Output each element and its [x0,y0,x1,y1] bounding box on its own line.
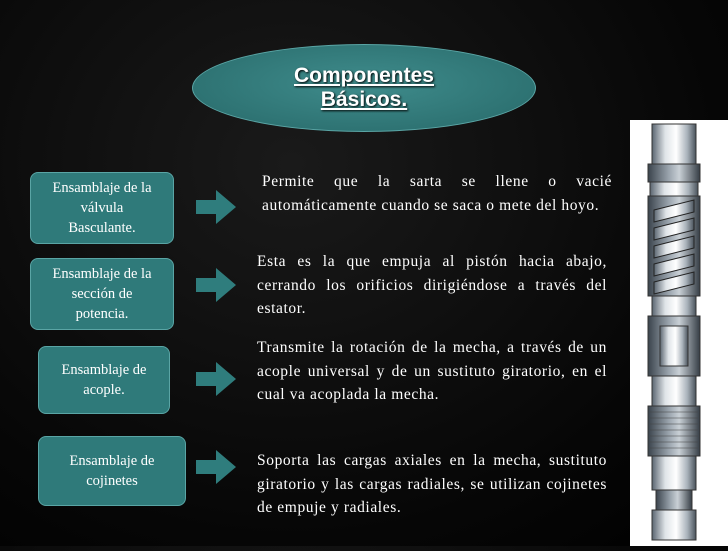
component-label: Ensamblaje de la sección de potencia. [52,266,152,322]
right-arrow-icon [196,362,236,396]
component-box-seccion-potencia [30,258,174,330]
component-label: Ensamblaje de cojinetes [69,453,155,489]
component-box-valvula-basculante [30,172,174,244]
downhole-motor-image [630,120,728,546]
title-oval [192,44,536,132]
component-description: Soporta las cargas axiales en la mecha, sustituto giratorio y las cargas radiales, se utilizan cojinetes de empuje y radiales. [257,452,607,516]
component-box-cojinetes [38,436,186,506]
right-arrow-icon [196,450,236,484]
component-description: Esta es la que empuja al pistón hacia abajo, cerrando los orificios dirigiéndose a través del estator. [257,253,607,317]
component-box-acople [38,346,170,414]
downhole-motor-drawing [630,120,728,546]
component-label: Ensamblaje de la válvula Basculante. [52,180,152,236]
right-arrow-icon [196,268,236,302]
component-label: Ensamblaje de acople. [61,362,147,398]
component-description: Permite que la sarta se llene o vacié automáticamente cuando se saca o mete del hoyo. [262,173,612,214]
slide-title: Componentes Básicos. [293,64,434,111]
right-arrow-icon [196,190,236,224]
component-description: Transmite la rotación de la mecha, a través de un acople universal y de un sustituto giratorio, en el cual va acoplada la mecha. [257,339,607,403]
